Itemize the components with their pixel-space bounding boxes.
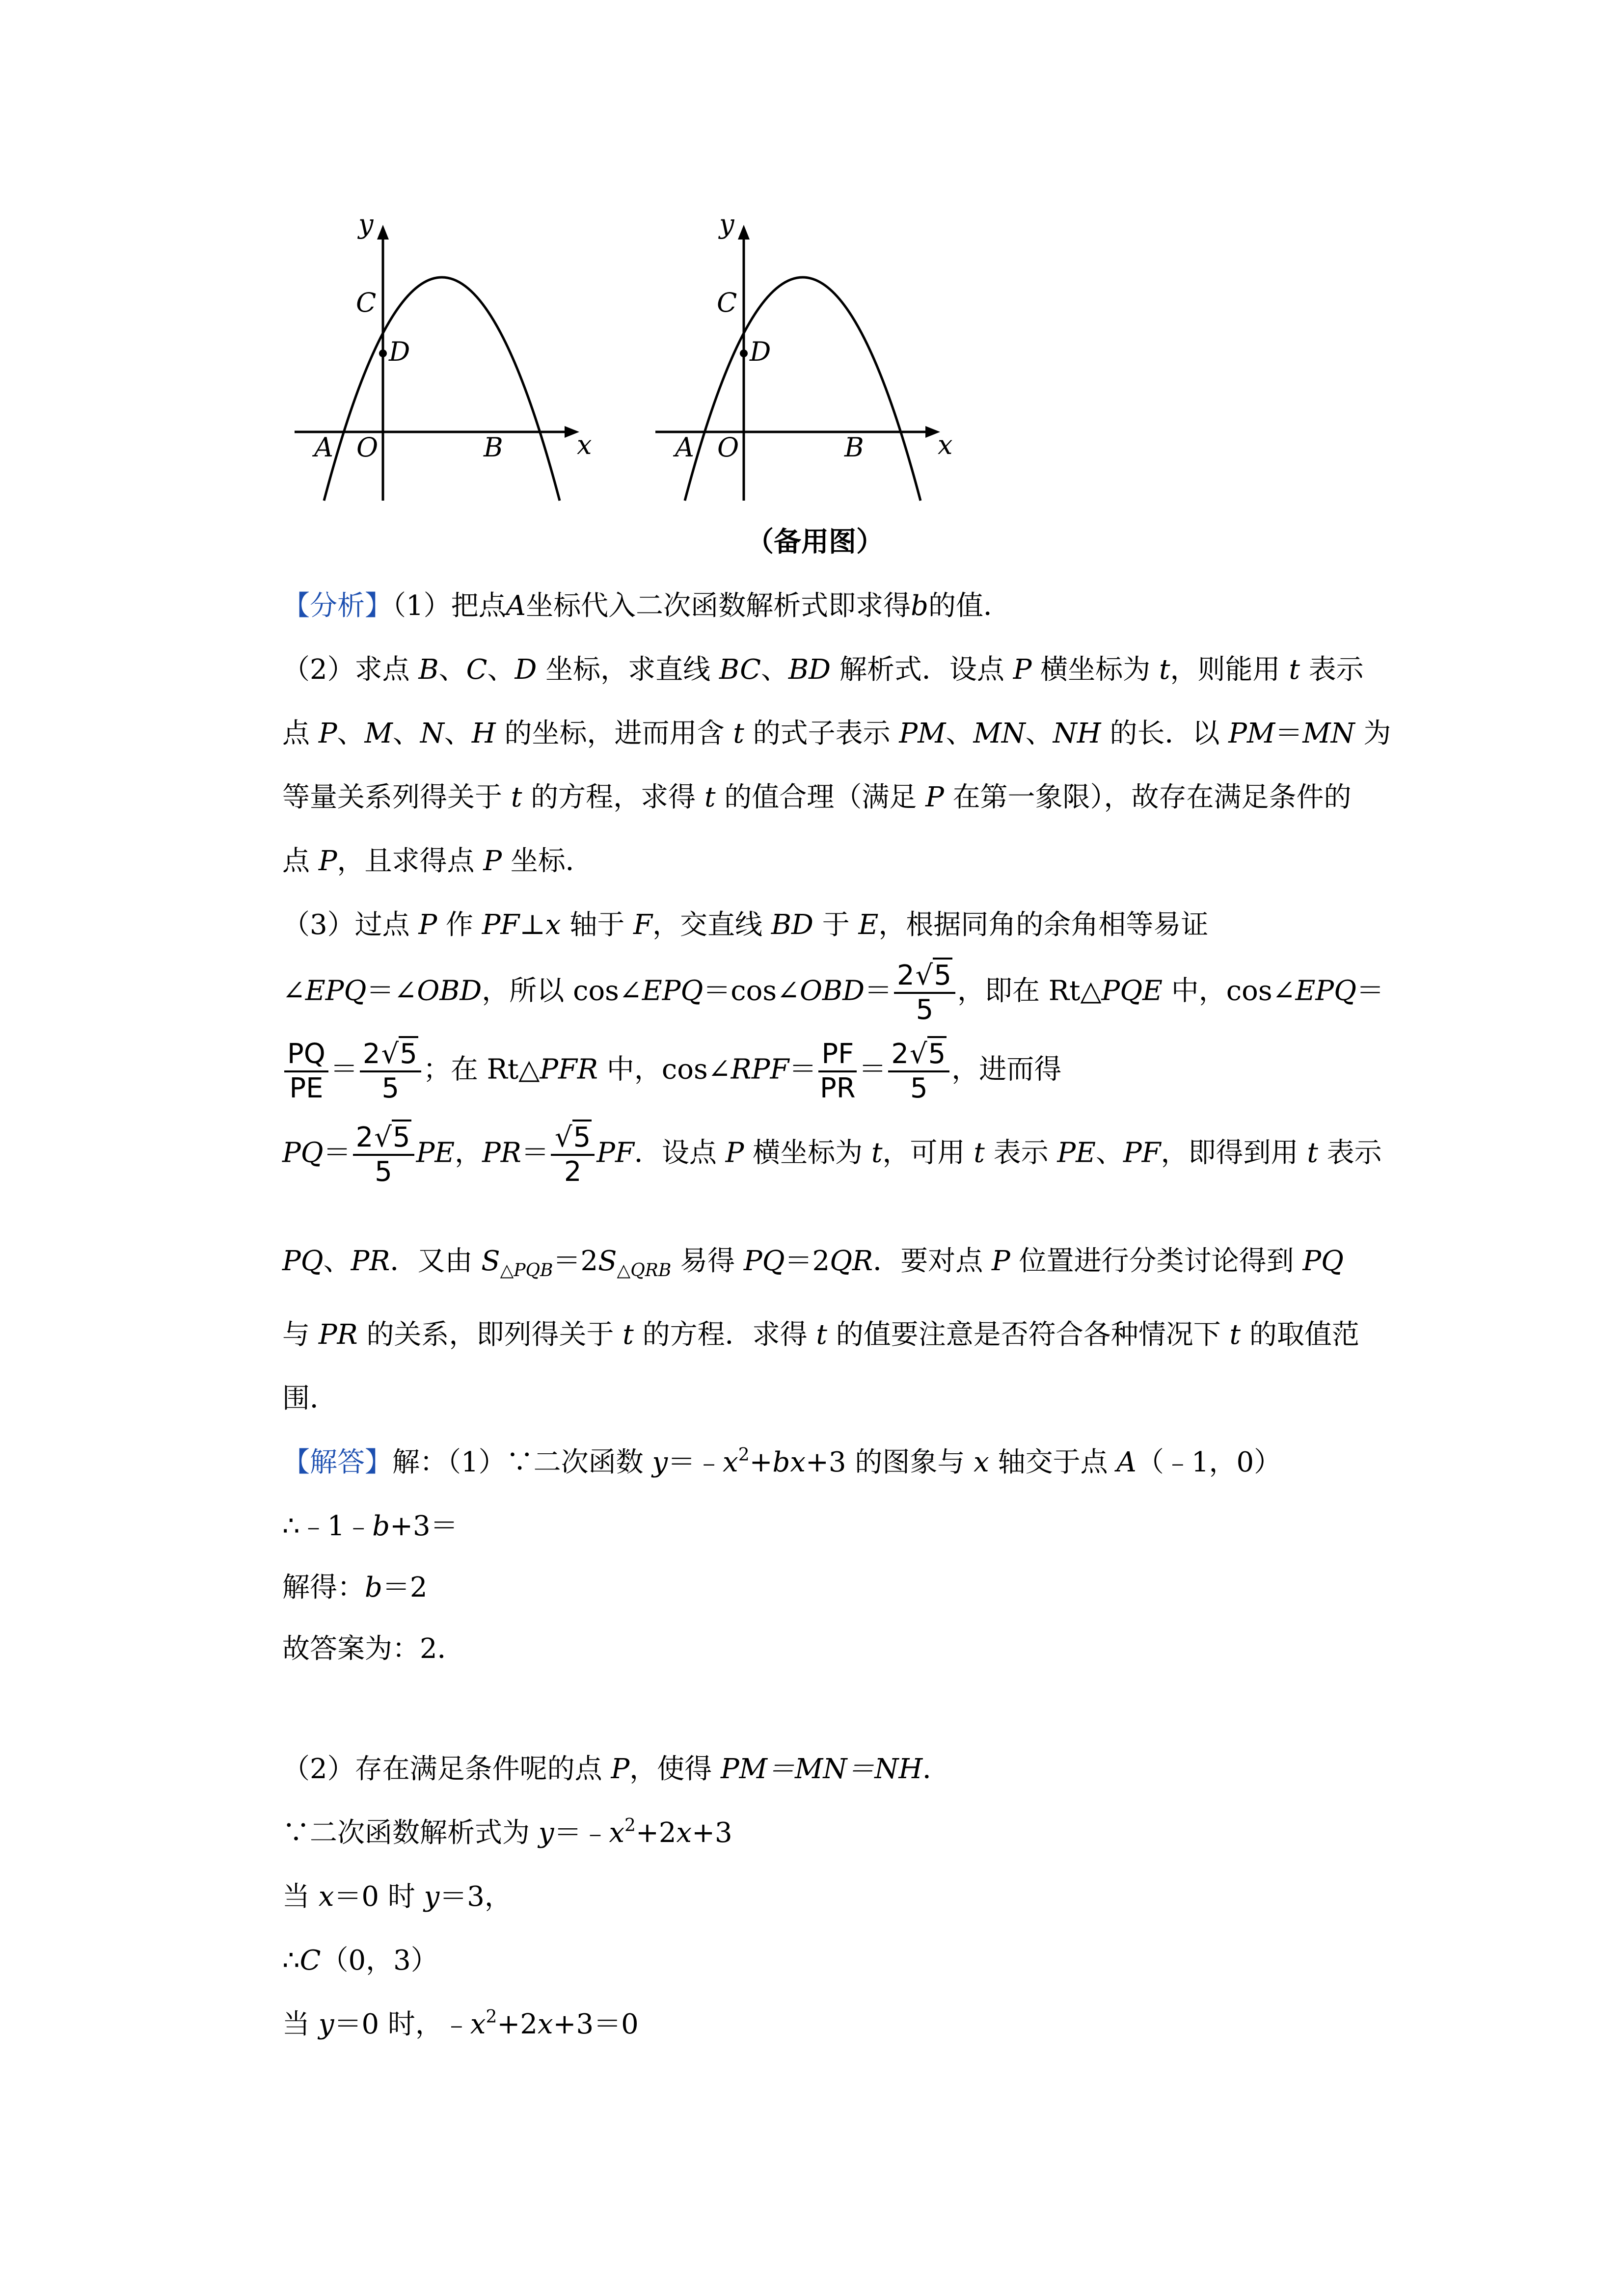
- fraction: $\frac{PF}{PR}$: [818, 1038, 857, 1105]
- label-A: A: [314, 432, 333, 463]
- parabola-graph-backup: [636, 206, 955, 520]
- analysis-line-7: ∠EPQ＝∠OBD，所以 cos∠EPQ＝cos∠OBD＝ $\frac{2√5}{5}$ ，即在 Rt△PQE 中，cos∠EPQ＝: [282, 960, 1384, 1026]
- label-B: B: [484, 432, 503, 463]
- label-D: D: [389, 336, 410, 367]
- answer-tag: 【解答】: [282, 1446, 392, 1478]
- figure-main: [275, 206, 594, 520]
- analysis-line-5: 点 P，且求得点 P 坐标．: [282, 845, 593, 877]
- label-x: x: [577, 429, 592, 460]
- label-C: C: [356, 287, 377, 318]
- answer-line-6: ∵二次函数解析式为 $y=﹣x^2+2x+3$: [282, 1815, 732, 1849]
- label-B: B: [844, 432, 864, 463]
- analysis-line-3: 点 P、M、N、H 的坐标，进而用含 t 的式子表示 PM、MN、NH 的长．以 PM＝MN 为: [282, 718, 1391, 749]
- analysis-tag: 【分析】: [282, 590, 392, 622]
- analysis-line-12: 围．: [282, 1383, 337, 1415]
- figure-backup: [636, 206, 955, 520]
- label-y: y: [719, 209, 734, 240]
- answer-line-1: 【解答】解：（1）∵二次函数 $y=﹣x^2+bx+3$ 的图象与 x 轴交于点 A（﹣1，0）: [282, 1445, 1282, 1478]
- answer-line-4: 故答案为：2．: [282, 1633, 465, 1665]
- label-A: A: [675, 432, 694, 463]
- analysis-line-4: 等量关系列得关于 t 的方程，求得 t 的值合理（满足 P 在第一象限），故存在满足条件的: [282, 781, 1352, 813]
- fraction: $\frac{PQ}{PE}$: [284, 1038, 328, 1105]
- answer-line-5: （2）存在满足条件呢的点 P，使得 PM＝MN＝NH．: [282, 1753, 950, 1785]
- fraction: $\frac{2√5}{5}$: [360, 1038, 421, 1105]
- label-C: C: [717, 287, 737, 318]
- parabola-graph-main: [275, 206, 594, 520]
- analysis-line-11: 与 PR 的关系，即列得关于 t 的方程．求得 t 的值要注意是否符合各种情况下 t 的取值范: [282, 1319, 1359, 1351]
- answer-line-9: 当 y＝0 时，$﹣x^2+2x+3=0$: [282, 2007, 639, 2040]
- analysis-line-8: $\frac{PQ}{PE}$ ＝ $\frac{2√5}{5}$ ；在 Rt△PFR 中，cos∠RPF＝ $\frac{PF}{PR}$ ＝ $\frac{2√5}{5}$ ，进而得: [282, 1038, 1061, 1105]
- answer-line-7: 当 x＝0 时 y＝3，: [282, 1881, 512, 1913]
- analysis-line-10: PQ、PR．又由 $S_{\triangle PQB}=2S_{\triangle QRB}$ 易得 PQ＝2QR．要对点 P 位置进行分类讨论得到 PQ: [282, 1245, 1344, 1281]
- label-y: y: [358, 209, 374, 240]
- analysis-line-1: 【分析】（1）把点A坐标代入二次函数解析式即求得b的值．: [282, 590, 1011, 622]
- label-x: x: [938, 429, 953, 460]
- fraction: $\frac{√5}{2}$: [551, 1121, 595, 1188]
- answer-line-3: 解得：b＝2: [282, 1572, 428, 1603]
- label-O: O: [356, 432, 379, 463]
- fraction: $\frac{2√5}{5}$: [353, 1121, 414, 1188]
- label-D: D: [750, 336, 771, 367]
- label-O: O: [717, 432, 739, 463]
- analysis-line-2: （2）求点 B、C、D 坐标，求直线 BC、BD 解析式．设点 P 横坐标为 t，则能用 t 表示: [282, 654, 1364, 686]
- figure-caption: （备用图）: [746, 526, 884, 558]
- fraction: $\frac{2√5}{5}$: [888, 1038, 949, 1105]
- answer-line-2: ∴﹣1﹣b+3＝: [282, 1510, 458, 1542]
- fraction: $\frac{2√5}{5}$: [894, 960, 955, 1026]
- analysis-line-9: PQ＝ $\frac{2√5}{5}$ PE，PR＝ $\frac{√5}{2}$ PF．设点 P 横坐标为 t，可用 t 表示 PE、PF，即得到用 t 表示: [282, 1121, 1382, 1188]
- analysis-line-6: （3）过点 P 作 PF⊥x 轴于 F，交直线 BD 于 E，根据同角的余角相等易证: [282, 909, 1209, 941]
- answer-line-8: ∴C（0，3）: [282, 1945, 438, 1976]
